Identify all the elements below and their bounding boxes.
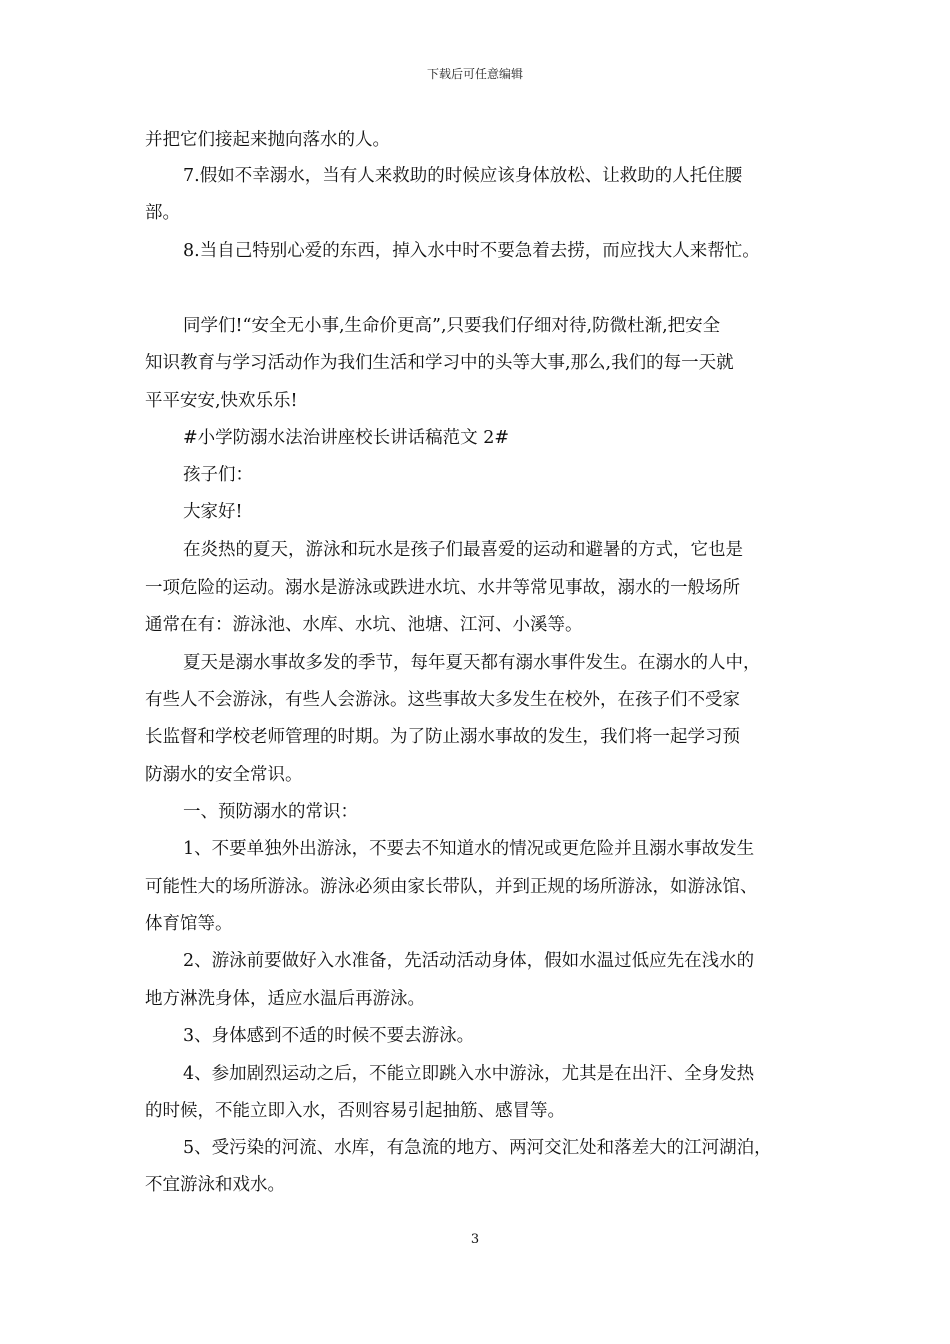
list-item-4: 4、参加剧烈运动之后，不能立即跳入水中游泳，尤其是在出汗、全身发热 xyxy=(183,1064,755,1084)
paragraph-line: 一项危险的运动。溺水是游泳或跌进水坑、水井等常见事故，溺水的一般场所 xyxy=(145,578,740,598)
paragraph-line: 夏天是溺水事故多发的季节，每年夏天都有溺水事件发生。在溺水的人中， xyxy=(183,653,761,673)
list-item-1-cont: 可能性大的场所游泳。游泳必须由家长带队，并到正规的场所游泳，如游泳馆、 xyxy=(145,877,758,897)
list-item-5-cont: 不宜游泳和戏水。 xyxy=(145,1175,285,1195)
paragraph-line: 平平安安,快欢乐乐! xyxy=(145,391,298,411)
list-item-7: 7.假如不幸溺水，当有人来救助的时候应该身体放松、让救助的人托住腰 xyxy=(183,166,743,186)
paragraph-line: 同学们!“安全无小事,生命价更高”,只要我们仔细对待,防微杜渐,把安全 xyxy=(183,316,721,336)
list-item-2: 2、游泳前要做好入水准备，先活动活动身体，假如水温过低应先在浅水的 xyxy=(183,951,755,971)
page-number: 3 xyxy=(470,1232,480,1247)
list-item-5: 5、受污染的河流、水库，有急流的地方、两河交汇处和落差大的江河湖泊， xyxy=(183,1138,772,1158)
list-item-1-cont: 体育馆等。 xyxy=(145,914,233,934)
greeting: 大家好! xyxy=(183,502,243,522)
page-header: 下载后可任意编辑 xyxy=(426,67,523,81)
text-line: 部。 xyxy=(145,203,180,223)
paragraph-line: 有些人不会游泳，有些人会游泳。这些事故大多发生在校外，在孩子们不受家 xyxy=(145,690,740,710)
list-item-4-cont: 的时候，不能立即入水，否则容易引起抽筋、感冒等。 xyxy=(145,1101,565,1121)
salutation: 孩子们： xyxy=(183,465,253,485)
paragraph-line: 防溺水的安全常识。 xyxy=(145,765,303,785)
list-item-8: 8.当自己特别心爱的东西，掉入水中时不要急着去捞，而应找大人来帮忙。 xyxy=(183,241,760,261)
list-item-2-cont: 地方淋洗身体，适应水温后再游泳。 xyxy=(145,989,425,1009)
paragraph-line: 知识教育与学习活动作为我们生活和学习中的头等大事,那么,我们的每一天就 xyxy=(145,353,734,373)
text-line: 并把它们接起来抛向落水的人。 xyxy=(145,130,390,150)
subsection-heading: 一、预防溺水的常识： xyxy=(183,802,358,822)
paragraph-line: 在炎热的夏天，游泳和玩水是孩子们最喜爱的运动和避暑的方式，它也是 xyxy=(183,540,743,560)
section-heading: #小学防溺水法治讲座校长讲话稿范文 2# xyxy=(183,428,510,448)
paragraph-line: 长监督和学校老师管理的时期。为了防止溺水事故的发生，我们将一起学习预 xyxy=(145,727,740,747)
paragraph-line: 通常在有：游泳池、水库、水坑、池塘、江河、小溪等。 xyxy=(145,615,583,635)
list-item-3: 3、身体感到不适的时候不要去游泳。 xyxy=(183,1026,475,1046)
list-item-1: 1、不要单独外出游泳，不要去不知道水的情况或更危险并且溺水事故发生 xyxy=(183,839,755,859)
